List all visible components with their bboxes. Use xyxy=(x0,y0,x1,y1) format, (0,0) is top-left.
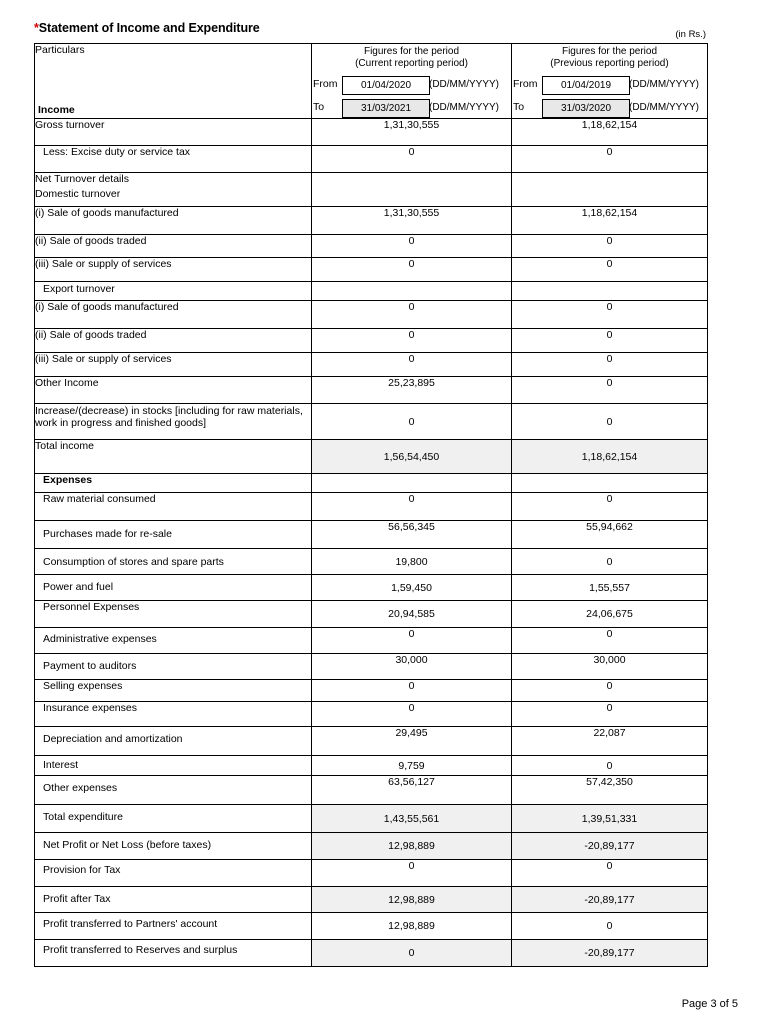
previous-value: 0 xyxy=(512,301,708,329)
table-row xyxy=(35,301,708,329)
table-row xyxy=(35,860,708,887)
row-label: Net Profit or Net Loss (before taxes) xyxy=(35,833,312,860)
table-row xyxy=(35,404,708,440)
current-value: 0 xyxy=(312,860,512,887)
row-label: Export turnover xyxy=(35,282,312,301)
statement-title-text: Statement of Income and Expenditure xyxy=(38,21,260,35)
previous-value: 0 xyxy=(512,628,708,654)
net-turnover-label: Net Turnover details xyxy=(35,173,129,185)
current-value: 0 xyxy=(312,493,512,521)
table-row xyxy=(35,146,708,173)
previous-to-format-hint: (DD/MM/YYYY) xyxy=(629,102,699,113)
current-value: 20,94,585 xyxy=(312,601,512,628)
row-label: (iii) Sale or supply of services xyxy=(35,258,312,282)
current-from-label: From xyxy=(313,78,338,90)
row-label: Other expenses xyxy=(35,776,312,805)
row-label: (ii) Sale of goods traded xyxy=(35,329,312,353)
row-label: Personnel Expenses xyxy=(35,601,312,628)
previous-value: 0 xyxy=(512,146,708,173)
row-label: Raw material consumed xyxy=(35,493,312,521)
current-value: 0 xyxy=(312,329,512,353)
current-value: 0 xyxy=(312,628,512,654)
previous-value: -20,89,177 xyxy=(512,833,708,860)
current-from-row xyxy=(312,76,511,96)
row-label: (i) Sale of goods manufactured xyxy=(35,207,312,235)
table-row xyxy=(35,440,708,474)
table-row xyxy=(35,805,708,833)
table-row xyxy=(35,680,708,702)
current-value: 0 xyxy=(312,940,512,967)
row-label: Profit transferred to Reserves and surplus xyxy=(35,940,312,967)
current-period-heading: Figures for the period xyxy=(363,46,460,57)
table-row xyxy=(35,601,708,628)
previous-to-date-field[interactable]: 31/03/2020 xyxy=(542,99,630,118)
table-row xyxy=(35,329,708,353)
current-value: 0 xyxy=(312,353,512,377)
previous-value: 0 xyxy=(512,680,708,702)
current-value: 1,43,55,561 xyxy=(312,805,512,833)
previous-value: 0 xyxy=(512,377,708,404)
current-value: 0 xyxy=(312,404,512,440)
current-value: 0 xyxy=(312,680,512,702)
table-row xyxy=(35,702,708,727)
row-label: Purchases made for re-sale xyxy=(35,521,312,549)
current-to-date-field[interactable]: 31/03/2021 xyxy=(342,99,430,118)
previous-value: 0 xyxy=(512,913,708,940)
particulars-header-cell xyxy=(35,44,312,119)
row-label: (i) Sale of goods manufactured xyxy=(35,301,312,329)
current-value: 30,000 xyxy=(312,654,512,680)
expenses-section-label: Expenses xyxy=(35,474,312,493)
table-row xyxy=(35,575,708,601)
current-value: 1,31,30,555 xyxy=(312,207,512,235)
previous-to-label: To xyxy=(513,101,525,113)
previous-value: 0 xyxy=(512,329,708,353)
table-row xyxy=(35,353,708,377)
table-row xyxy=(35,119,708,146)
current-value: 29,495 xyxy=(312,727,512,756)
current-value: 56,56,345 xyxy=(312,521,512,549)
previous-value: 0 xyxy=(512,404,708,440)
header-row xyxy=(35,44,708,119)
row-label: Gross turnover xyxy=(35,119,312,146)
previous-value xyxy=(512,474,708,493)
current-to-format-hint: (DD/MM/YYYY) xyxy=(429,102,499,113)
current-to-label: To xyxy=(313,101,325,113)
previous-value: 1,39,51,331 xyxy=(512,805,708,833)
page-number: Page 3 of 5 xyxy=(681,998,738,1010)
previous-value: 0 xyxy=(512,860,708,887)
previous-value: 0 xyxy=(512,235,708,258)
row-label: (ii) Sale of goods traded xyxy=(35,235,312,258)
row-label: Consumption of stores and spare parts xyxy=(35,549,312,575)
previous-from-row xyxy=(512,76,707,96)
current-value: 0 xyxy=(312,258,512,282)
previous-period-heading: Figures for the period xyxy=(561,46,658,57)
previous-value xyxy=(512,282,708,301)
previous-to-row xyxy=(512,99,707,119)
previous-value: 55,94,662 xyxy=(512,521,708,549)
table-row xyxy=(35,235,708,258)
previous-value: 1,18,62,154 xyxy=(512,119,708,146)
previous-value: 0 xyxy=(512,756,708,776)
current-value xyxy=(312,474,512,493)
table-row xyxy=(35,474,708,493)
row-label: Selling expenses xyxy=(35,680,312,702)
current-value: 1,31,30,555 xyxy=(312,119,512,146)
table-row xyxy=(35,282,708,301)
current-from-format-hint: (DD/MM/YYYY) xyxy=(429,79,499,90)
previous-value: 1,18,62,154 xyxy=(512,440,708,474)
required-marker: * xyxy=(34,21,39,35)
row-label: Power and fuel xyxy=(35,575,312,601)
current-value: 1,59,450 xyxy=(312,575,512,601)
current-value xyxy=(312,173,512,207)
current-value: 12,98,889 xyxy=(312,913,512,940)
row-label: Provision for Tax xyxy=(35,860,312,887)
particulars-header: Particulars xyxy=(35,44,85,56)
current-value: 1,56,54,450 xyxy=(312,440,512,474)
table-row xyxy=(35,727,708,756)
table-row xyxy=(35,549,708,575)
previous-from-label: From xyxy=(513,78,538,90)
previous-value: -20,89,177 xyxy=(512,887,708,913)
table-row xyxy=(35,493,708,521)
previous-value: 0 xyxy=(512,258,708,282)
income-section-label: Income xyxy=(38,104,75,116)
row-label: Total income xyxy=(35,440,312,474)
current-value: 0 xyxy=(312,702,512,727)
row-label: Profit transferred to Partners' account xyxy=(35,913,312,940)
current-value: 19,800 xyxy=(312,549,512,575)
row-label: Interest xyxy=(35,756,312,776)
currency-unit-note: (in Rs.) xyxy=(675,29,706,40)
table-row xyxy=(35,756,708,776)
current-value xyxy=(312,282,512,301)
table-row xyxy=(35,628,708,654)
table-row xyxy=(35,833,708,860)
table-row xyxy=(35,887,708,913)
table-row xyxy=(35,776,708,805)
previous-value: 0 xyxy=(512,549,708,575)
row-label: Profit after Tax xyxy=(35,887,312,913)
previous-value: 0 xyxy=(512,702,708,727)
current-value: 63,56,127 xyxy=(312,776,512,805)
previous-value: 30,000 xyxy=(512,654,708,680)
previous-from-date-field[interactable]: 01/04/2019 xyxy=(542,76,630,95)
income-expenditure-table xyxy=(34,43,708,967)
row-label: Other Income xyxy=(35,377,312,404)
table-row xyxy=(35,258,708,282)
current-value: 9,759 xyxy=(312,756,512,776)
current-to-row xyxy=(312,99,511,119)
previous-value: 22,087 xyxy=(512,727,708,756)
previous-value: 1,55,557 xyxy=(512,575,708,601)
row-label: Administrative expenses xyxy=(35,628,312,654)
current-period-sub: (Current reporting period) xyxy=(355,58,468,69)
previous-value: 57,42,350 xyxy=(512,776,708,805)
row-label: Less: Excise duty or service tax xyxy=(35,146,312,173)
previous-value xyxy=(512,173,708,207)
row-label: (iii) Sale or supply of services xyxy=(35,353,312,377)
previous-value: 0 xyxy=(512,353,708,377)
current-from-date-field[interactable]: 01/04/2020 xyxy=(342,76,430,95)
previous-value: 0 xyxy=(512,493,708,521)
previous-from-format-hint: (DD/MM/YYYY) xyxy=(629,79,699,90)
current-value: 0 xyxy=(312,146,512,173)
current-value: 12,98,889 xyxy=(312,887,512,913)
row-label: Increase/(decrease) in stocks [including for raw materials, work in progress and finished goods] xyxy=(35,404,312,440)
domestic-turnover-label: Domestic turnover xyxy=(35,188,121,200)
table-row xyxy=(35,521,708,549)
previous-value: -20,89,177 xyxy=(512,940,708,967)
row-label: Depreciation and amortization xyxy=(35,727,312,756)
current-value: 0 xyxy=(312,301,512,329)
table-row xyxy=(35,940,708,967)
previous-period-header xyxy=(512,44,708,119)
statement-title xyxy=(34,21,260,35)
current-value: 12,98,889 xyxy=(312,833,512,860)
table-row xyxy=(35,913,708,940)
current-period-header xyxy=(312,44,512,119)
row-label: Payment to auditors xyxy=(35,654,312,680)
row-label-group xyxy=(35,173,312,207)
current-value: 0 xyxy=(312,235,512,258)
table-row xyxy=(35,377,708,404)
current-value: 25,23,895 xyxy=(312,377,512,404)
previous-period-sub: (Previous reporting period) xyxy=(550,58,669,69)
table-row xyxy=(35,173,708,207)
previous-value: 24,06,675 xyxy=(512,601,708,628)
table-row xyxy=(35,654,708,680)
row-label: Insurance expenses xyxy=(35,702,312,727)
table-row xyxy=(35,207,708,235)
previous-value: 1,18,62,154 xyxy=(512,207,708,235)
row-label: Total expenditure xyxy=(35,805,312,833)
